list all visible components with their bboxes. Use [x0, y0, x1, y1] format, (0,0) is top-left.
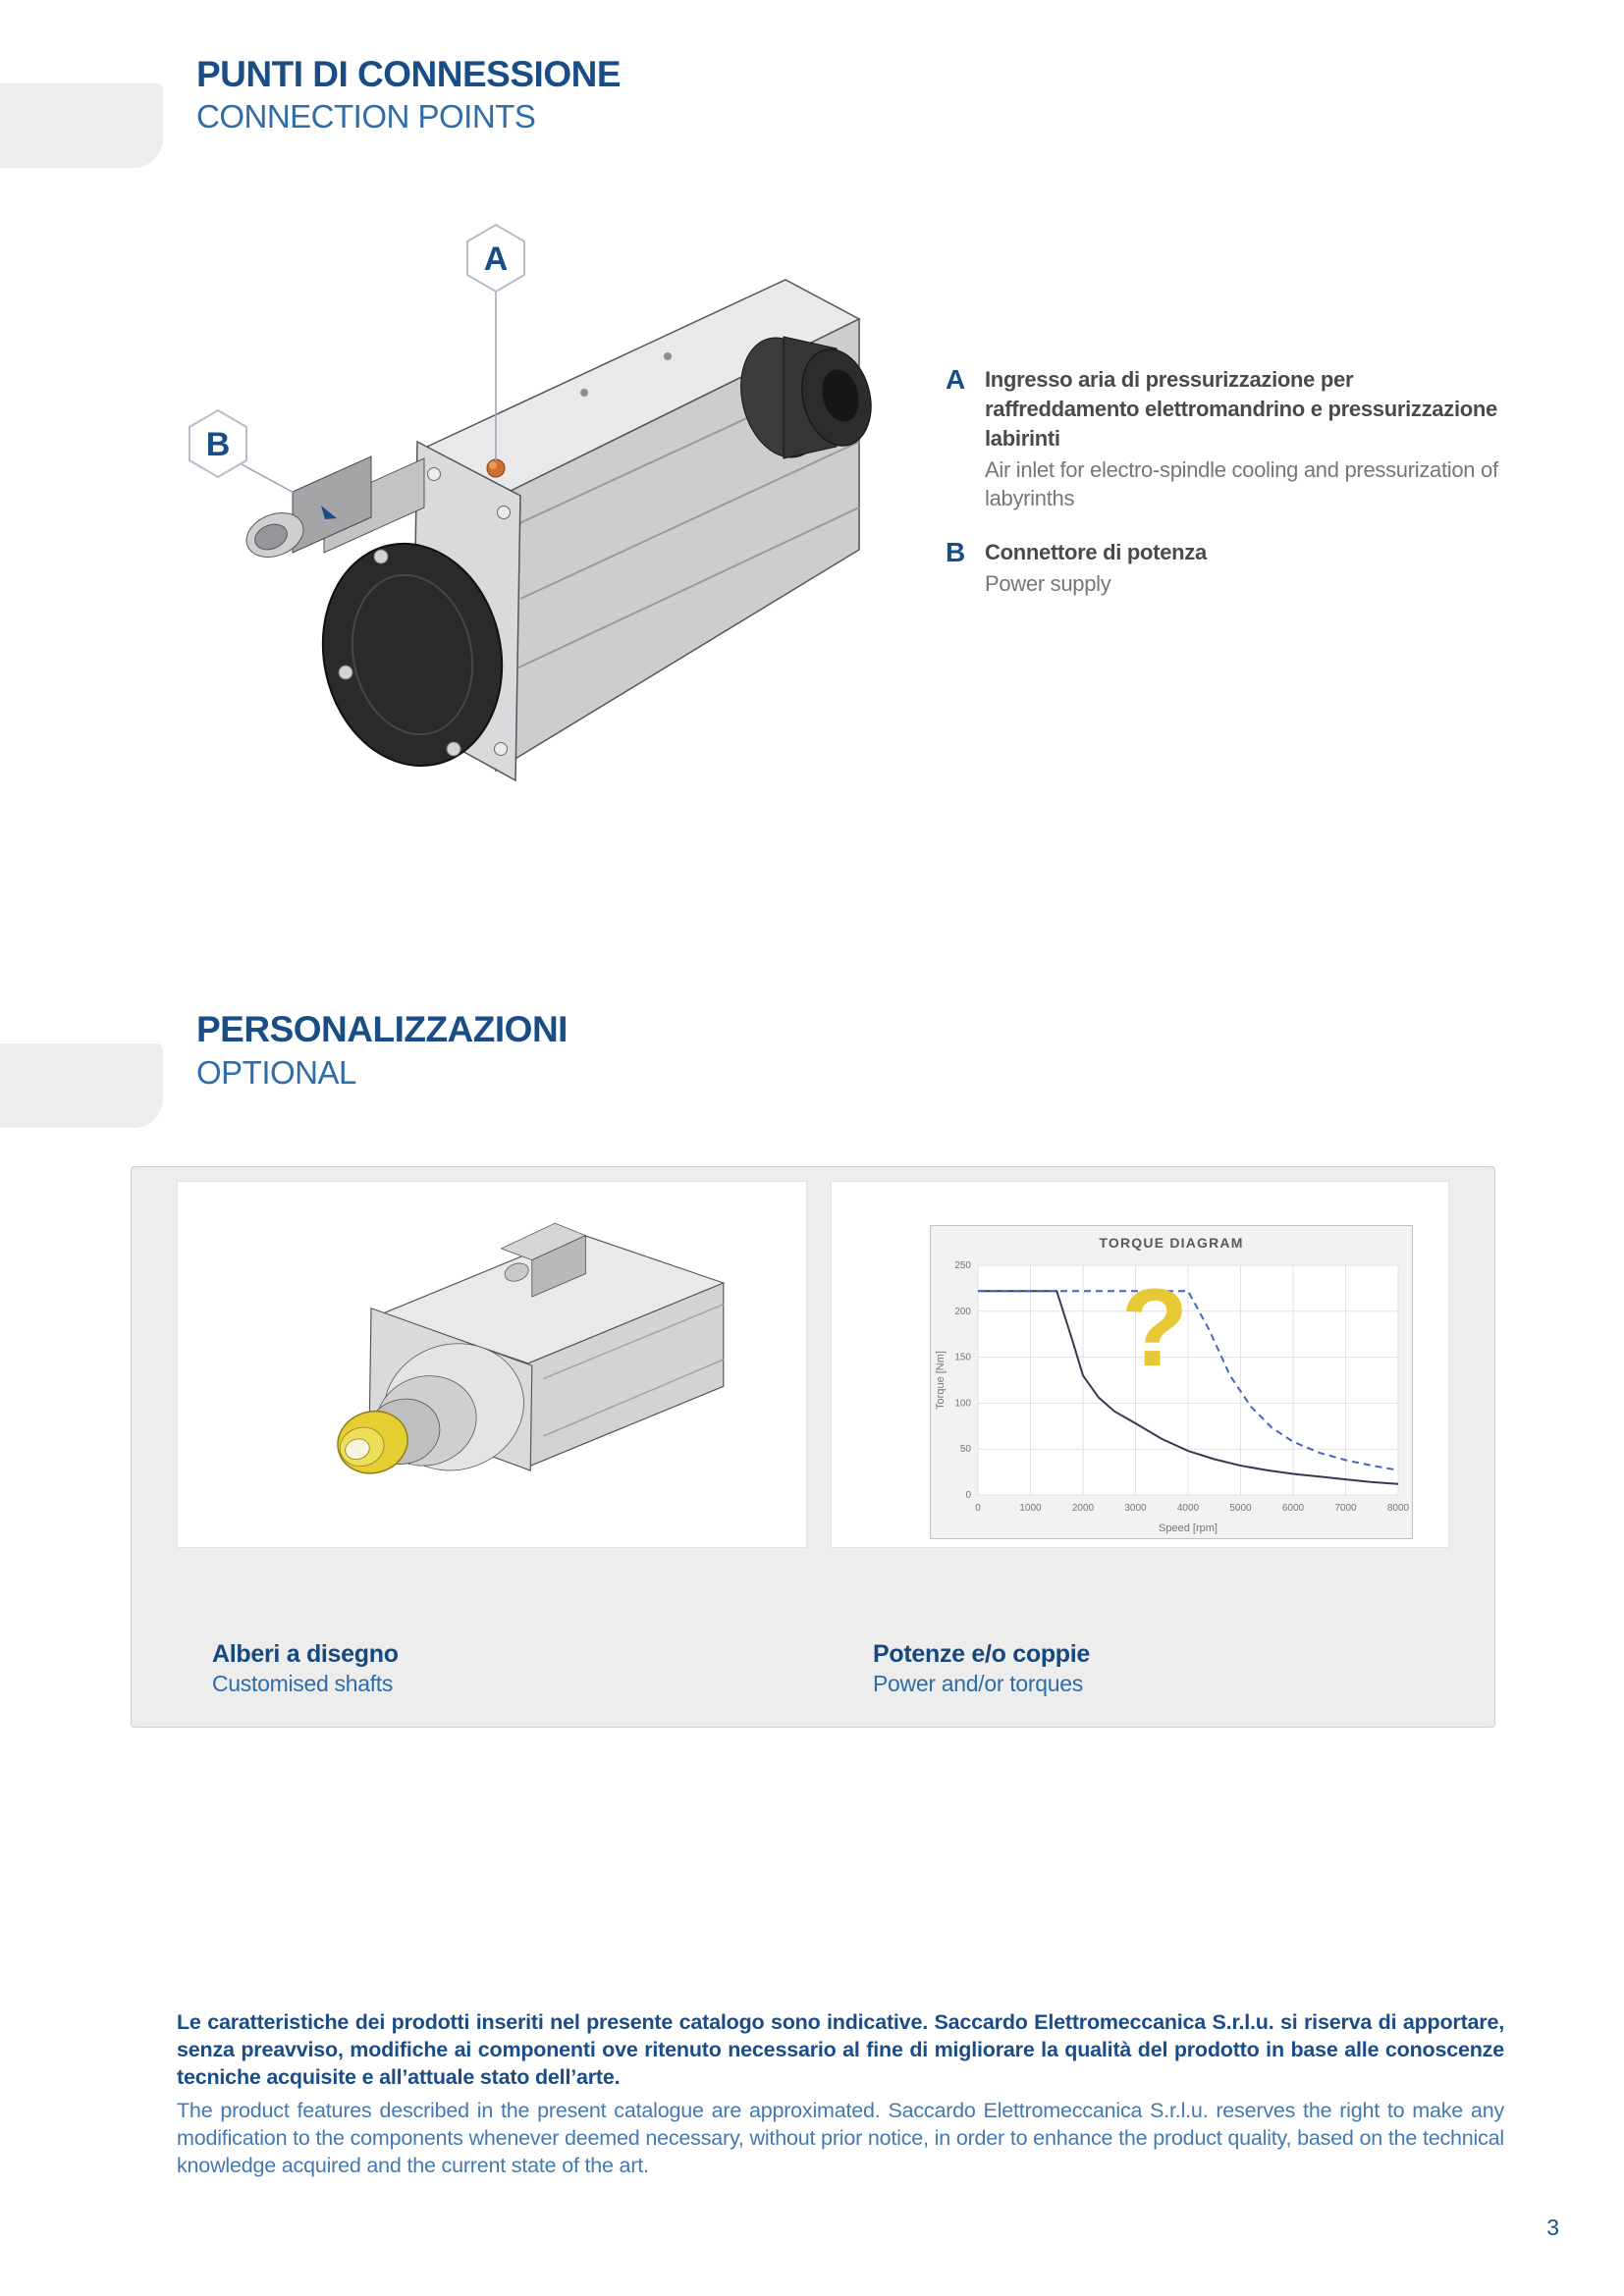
disclaimer: [177, 2008, 1504, 2179]
x-tick-label: 6000: [1281, 1503, 1305, 1514]
x-tick-label: 8000: [1386, 1503, 1410, 1514]
caption-power-torques: [873, 1640, 1090, 1697]
spindle-connection-drawing: [177, 211, 884, 790]
callout-a-label-it: Ingresso aria di pressurizzazione per raffreddamento elettromandrino e pressurizzazione labirinti: [985, 367, 1497, 451]
page-number: 3: [1546, 2215, 1559, 2240]
x-tick-label: 3000: [1124, 1503, 1147, 1514]
customised-shafts-image: [177, 1181, 807, 1548]
callout-a: [946, 365, 1501, 512]
y-axis-label: Torque [Nm]: [935, 1351, 947, 1410]
badge-letter-a: A: [483, 240, 509, 278]
callout-b: [946, 538, 1501, 598]
section-side-tab: [0, 83, 163, 168]
disclaimer-en: The product features described in the present catalogue are approximated. Saccardo Elettromeccanica S.r.l.u. reserves the right to make any modification to the components whenever deemed necessary, without prior notice, in order to enhance the product quality, based on the technical knowledge acquired and the current state of the art.: [177, 2099, 1504, 2177]
x-tick-label: 5000: [1229, 1503, 1252, 1514]
air-inlet-fitting: [487, 459, 505, 477]
caption-en: Customised shafts: [212, 1671, 394, 1696]
section-side-tab: [0, 1043, 163, 1128]
x-tick-label: 2000: [1071, 1503, 1095, 1514]
disclaimer-it: Le caratteristiche dei prodotti inseriti nel presente catalogo sono indicative. Saccardo Elettromeccanica S.r.l.u. si riserva di apportare, senza preavviso, modifiche ai componenti ove ritenuto necessario al fine di migliorare la qualità del prodotto in base alle conoscenze tecniche acquisite e all’attuale stato dell’arte.: [177, 2010, 1504, 2089]
y-tick-label: 150: [954, 1352, 971, 1363]
x-tick-label: 7000: [1334, 1503, 1357, 1514]
spindle-body: [240, 280, 881, 782]
callout-b-label-it: Connettore di potenza: [985, 540, 1207, 564]
y-tick-label: 100: [954, 1398, 971, 1410]
y-tick-label: 250: [954, 1260, 971, 1271]
torque-diagram-image: [831, 1181, 1449, 1548]
x-tick-label: 4000: [1176, 1503, 1200, 1514]
optional-panel: [131, 1166, 1495, 1728]
chart-title: TORQUE DIAGRAM: [1099, 1235, 1244, 1251]
badge-letter-b: B: [205, 426, 231, 463]
caption-en: Power and/or torques: [873, 1671, 1083, 1696]
y-tick-label: 200: [954, 1306, 971, 1317]
section1-title-en: CONNECTION POINTS: [196, 98, 536, 134]
callout-b-label-en: Power supply: [985, 571, 1111, 596]
section2-title-en: OPTIONAL: [196, 1054, 356, 1091]
y-tick-label: 50: [959, 1444, 971, 1456]
callout-a-label-en: Air inlet for electro-spindle cooling and pressurization of labyrinths: [985, 457, 1498, 510]
y-tick-label: 0: [965, 1490, 971, 1501]
section1-title-it: PUNTI DI CONNESSIONE: [196, 54, 621, 94]
question-mark: ?: [1120, 1266, 1189, 1389]
callout-b-letter: B: [946, 537, 966, 567]
callout-a-letter: A: [946, 364, 966, 395]
callout-list: [946, 365, 1501, 623]
x-tick-label: 0: [975, 1503, 981, 1514]
caption-it: Alberi a disegno: [212, 1640, 399, 1668]
caption-it: Potenze e/o coppie: [873, 1640, 1091, 1668]
x-tick-label: 1000: [1019, 1503, 1042, 1514]
caption-customised-shafts: [212, 1640, 399, 1697]
torque-chart: [930, 1225, 1413, 1539]
section2-title-it: PERSONALIZZAZIONI: [196, 1009, 568, 1049]
spindle-yellow-collet-drawing: [178, 1182, 806, 1547]
x-axis-label: Speed [rpm]: [1159, 1522, 1218, 1534]
